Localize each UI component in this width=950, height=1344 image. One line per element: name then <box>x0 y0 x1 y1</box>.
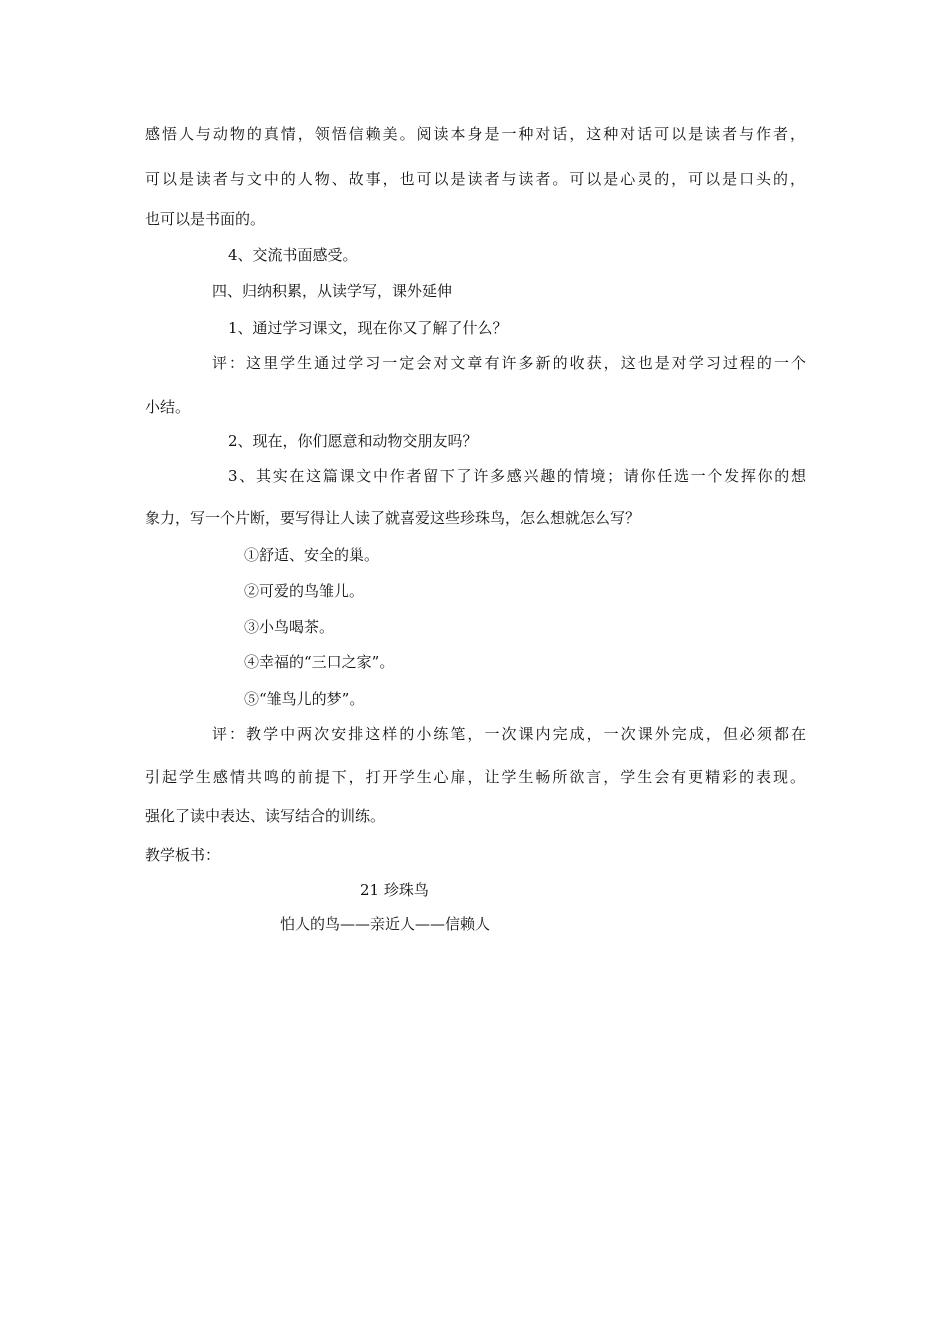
board-title: 21 珍珠鸟 <box>360 881 429 899</box>
option-item: ③小鸟喝茶。 <box>244 618 335 636</box>
comment-line: 小结。 <box>145 398 191 416</box>
question-item: 1、通过学习课文，现在你又了解了什么？ <box>228 319 508 337</box>
paragraph-line: 也可以是书面的。 <box>145 210 266 228</box>
option-item: ⑤“雏鸟儿的梦”。 <box>244 690 365 708</box>
option-item: ④幸福的“三口之家”。 <box>244 653 395 671</box>
board-flow: 怕人的鸟——亲近人——信赖人 <box>280 915 491 933</box>
comment-line: 评：这里学生通过学习一定会对文章有许多新的收获，这也是对学习过程的一个 <box>212 354 806 372</box>
question-item: 2、现在，你们愿意和动物交朋友吗？ <box>228 432 478 450</box>
step-item: 4、交流书面感受。 <box>228 246 358 264</box>
paragraph-line: 感悟人与动物的真情，领悟信赖美。阅读本身是一种对话，这种对话可以是读者与作者， <box>145 125 805 143</box>
question-line: 3、其实在这篇课文中作者留下了许多感兴趣的情境；请你任选一个发挥你的想 <box>228 467 806 485</box>
section-heading: 四、归纳积累，从读学写，课外延伸 <box>212 282 453 300</box>
comment-line: 强化了读中表达、读写结合的训练。 <box>145 807 386 825</box>
question-line: 象力，写一个片断，要写得让人读了就喜爱这些珍珠鸟，怎么想就怎么写？ <box>145 509 641 527</box>
comment-line: 评：教学中两次安排这样的小练笔，一次课内完成，一次课外完成，但必须都在 <box>212 725 806 743</box>
board-label: 教学板书： <box>145 846 221 864</box>
comment-line: 引起学生感情共鸣的前提下，打开学生心扉，让学生畅所欲言，学生会有更精彩的表现。 <box>145 768 805 786</box>
option-item: ②可爱的鸟雏儿。 <box>244 582 365 600</box>
paragraph-line: 可以是读者与文中的人物、故事，也可以是读者与读者。可以是心灵的，可以是口头的， <box>145 170 805 188</box>
option-item: ①舒适、安全的巢。 <box>244 546 380 564</box>
